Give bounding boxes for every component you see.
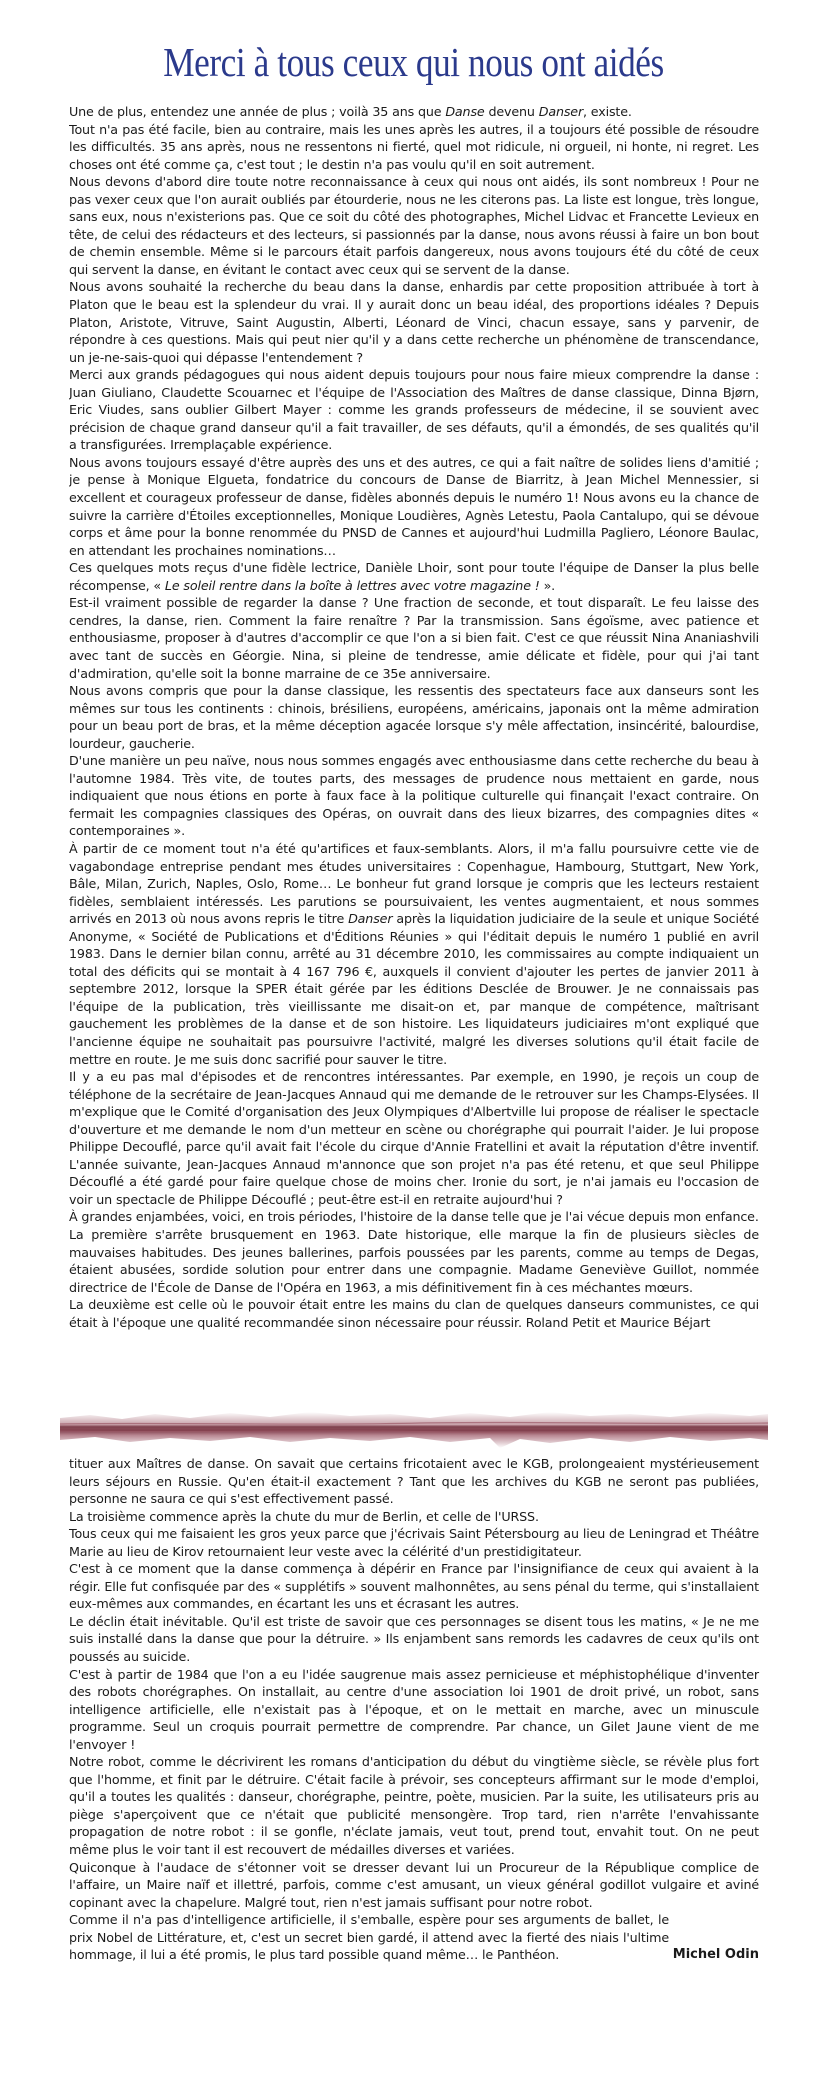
italic-text: Danser <box>538 104 584 119</box>
italic-text: Le soleil rentre dans la boîte à lettres avec votre magazine ! <box>164 577 540 593</box>
text-run: Nous avons toujours essayé d'être auprès des uns et des autres, ce qui a fait naître de solides liens d'amitié ; je pense à Monique Elgueta, fondatrice du concours de Danse de Biarritz, à Jean Michel Mennessier, si excellent et courageux professeur de danse, fidèles abonnés depuis le numéro 1! Nous avons eu la chance de suivre la carrière d'Étoiles exceptionnelles, Monique Loudières, Agnès Letestu, Paola Cantalupo, qui se dévoue corps et âme pour la bonne renommée du PNSD de Cannes et aujourd'hui Ludmilla Pagliero, Léonore Baulac, en attendant les prochaines nominations… <box>69 454 759 558</box>
text-run: C'est à partir de 1984 que l'on a eu l'idée saugrenue mais assez pernicieuse et méphistophélique d'inventer des robots chorégraphes. On installait, au centre d'une association loi 1901 de droit privé, un robot, sans intelligence artificielle, elle n'existait pas à l'époque, et on le mettait en marche, avec un minuscule programme. Seul un croquis pourrait permettre de comprendre. Par chance, un Gilet Jaune vient de me l'envoyer ! <box>69 1666 759 1752</box>
text-run: Une de plus, entendez une année de plus ; voilà 35 ans que <box>69 104 446 119</box>
author-signature: Michel Odin <box>672 1947 759 1963</box>
paragraph <box>69 1560 759 1613</box>
paragraph <box>69 752 759 840</box>
text-run: Notre robot, comme le décrivirent les romans d'anticipation du début du vingtième siècle, se révèle plus fort que l'homme, et finit par le détruire. C'était facile à prévoir, ses concepteurs affirmant sur le mode d'emploi, qu'il a toutes les qualités : danseur, chorégraphe, peintre, poète, musicien. Par la suite, les utilisateurs pris au piège s'aperçoivent que ce n'était que publicité mensongère. Trop tard, rien n'arrête l'envahissante propagation de notre robot : il se gonfle, n'éclate jamais, veut tout, prend tout, envahit tout. On ne peut même plus le voir tant il est recouvert de médailles diverses et variées. <box>69 1754 759 1858</box>
paragraph <box>69 1859 759 1912</box>
text-run: , existe. <box>583 104 632 119</box>
italic-text: Danse <box>445 104 485 119</box>
text-run: Le déclin était inévitable. Qu'il est triste de savoir que ces personnages se disent tous les matins, « Je ne me suis installé dans la danse que pour la détruire. » Ils enjambent sans remords les cadavres de ceux qu'ils ont poussés au suicide. <box>69 1613 759 1665</box>
text-run: Tout n'a pas été facile, bien au contraire, mais les unes après les autres, il a toujours été possible de résoudre les difficultés. 35 ans après, nous ne ressentons ni fierté, quel mot ridicule, ni orgueil, ni honte, ni regret. Les choses ont été comme ça, c'est tout ; le destin n'a pas voulu qu'il en soit autrement. <box>69 121 759 172</box>
paragraph <box>69 173 759 278</box>
text-run: Comme il n'a pas d'intelligence artificielle, il s'emballe, espère pour ses arguments de ballet, le prix Nobel de Littérature, et, c'est un secret bien gardé, il attend avec la fierté des niais l'ultime hommage, il lui a été promis, le plus tard possible quand même… le Panthéon. <box>69 1912 669 1963</box>
paragraph <box>69 1068 759 1208</box>
text-run: après la liquidation judiciaire de la seule et unique Société Anonyme, « Société de Publications et d'Éditions Réunies » qui l'éditait depuis le numéro 1 publié en avril 1983. Dans le dernier bilan connu, arrêté au 31 décembre 2010, les commissaires au compte indiquaient un total des déficits qui se montait à 4 167 796 €, auxquels il convient d'ajouter les pertes de janvier 2011 à septembre 2012, lorsque la SPER était gérée par les éditions Desclée de Brouwer. Je ne connaissais pas l'équipe de la publication, très vieillissante me disait-on et, par manque de compétence, maîtrisant gauchement les problèmes de la danse et de son histoire. Les liquidateurs judiciaires m'ont expliqué que l'ancienne équipe ne souhaitait pas poursuivre l'activité, malgré les diverses solutions qu'il était facile de mettre en route. Je me suis donc sacrifié pour sauver le titre. <box>69 911 759 1067</box>
text-run: À partir de ce moment tout n'a été qu'artifices et faux-semblants. Alors, il m'a fallu poursuivre cette vie de vagabondage entreprise pendant mes études universitaires : Copenhague, Hambourg, Stuttgart, New York, Bâle, Milan, Zurich, Naples, Oslo, Rome… Le bonheur fut grand lorsque je compris que les lecteurs restaient fidèles, semblaient intéressés. Les parutions se poursuivaient, les ventes augmentaient, et nous sommes arrivés en 2013 où nous avons repris le titre <box>69 840 759 927</box>
article-body-bottom <box>69 1455 759 1964</box>
text-run: D'une manière un peu naïve, nous nous sommes engagés avec enthousiasme dans cette recherche du beau à l'automne 1984. Très vite, de toutes parts, des messages de prudence nous mettaient en garde, nous indiquaient que nous étions en porte à faux face à la politique culturelle qui finançait l'exact contraire. On fermait les compagnies classiques des Opéras, on ouvrait dans des lieux bizarres, des compagnies dites « contemporaines ». <box>69 753 759 839</box>
paragraph <box>69 121 759 174</box>
text-run: Nous devons d'abord dire toute notre reconnaissance à ceux qui nous ont aidés, ils sont nombreux ! Pour ne pas vexer ceux que l'on aurait oubliés par étourderie, nous ne les citerons pas. La liste est longue, très longue, sans eux, nous n'existerions pas. Que ce soit du côté des photographes, Michel Lidvac et Francette Levieux en tête, de celui des rédacteurs et des lecteurs, si passionnés par la danse, nous avons réussi à faire un bon bout de chemin ensemble. Même si le parcours était parfois dangereux, nous avons toujours été du côté de ceux qui servent la danse, en évitant le contact avec ceux qui se servent de la danse. <box>69 174 759 277</box>
article-body-top <box>69 103 759 1393</box>
article-title: Merci à tous ceux qui nous ont aidés <box>163 39 664 85</box>
text-run: La deuxième est celle où le pouvoir était entre les mains du clan de quelques danseurs communistes, ce qui était à l'époque une qualité recommandée sinon nécessaire pour réussir. Roland Petit et Maurice Béjart <box>69 1297 759 1330</box>
paragraph <box>69 1455 759 1508</box>
paragraph <box>69 366 759 454</box>
paragraph <box>69 1208 759 1226</box>
text-run: tituer aux Maîtres de danse. On savait que certains fricotaient avec le KGB, prolongeaient mystérieusement leurs séjours en Russie. Qu'en était-il exactement ? Tant que les archives du KGB ne seront pas publiées, personne ne saura ce qui s'est effectivement passé. <box>69 1456 759 1507</box>
text-run: devenu <box>484 104 539 119</box>
paragraph <box>69 1508 759 1526</box>
paragraph <box>69 1613 759 1666</box>
paragraph <box>69 840 759 1068</box>
paragraph <box>69 1666 759 1754</box>
italic-text: Danser <box>348 911 393 927</box>
text-run: Il y a eu pas mal d'épisodes et de rencontres intéressantes. Par exemple, en 1990, je reçois un coup de téléphone de la secrétaire de Jean-Jacques Annaud qui me demande de le retrouver sur les Champs-Elysées. Il m'explique que le Comité d'organisation des Jeux Olympiques d'Albertville lui propose de réaliser le spectacle d'ouverture et me demande le nom d'un metteur en scène ou chorégraphe qui pourrait l'aider. Je lui propose Philippe Decouflé, parce qu'il avait fait l'école du cirque d'Annie Fratellini et avait la réputation d'être inventif. L'année suivante, Jean-Jacques Annaud m'annonce que son projet n'a pas été retenu, et que seul Philippe Découflé a été gardé pour faire quelque chose de moins cher. Ironie du sort, je n'ai jamais eu l'occasion de voir un spectacle de Philippe Découflé ; peut-être est-il en retraite aujourd'hui ? <box>69 1069 759 1207</box>
paragraph <box>69 1226 759 1296</box>
text-run: Nous avons compris que pour la danse classique, les ressentis des spectateurs face aux danseurs sont les mêmes sur tous les continents : chinois, brésiliens, européens, américains, japonais ont la même admiration pour un beau port de bras, et la même déception agacée lorsque s'y mêle affectation, insincérité, balourdise, lourdeur, gaucherie. <box>69 683 759 751</box>
text-run: Merci aux grands pédagogues qui nous aident depuis toujours pour nous faire mieux comprendre la danse : Juan Giuliano, Claudette Scouarnec et l'équipe de l'Association des Maîtres de danse classique, Dinna Bjørn, Eric Viudes, sans oublier Gilbert Mayer : comme les grands professeurs de médecine, il se souvient avec précision de chaque grand danseur qu'il a fait travailler, de ses défauts, qu'il a émondés, de ses qualités qu'il a transfigurées. Irremplaçable expérience. <box>69 367 759 453</box>
paragraph <box>69 454 759 559</box>
paragraph <box>69 559 759 594</box>
text-run: Nous avons souhaité la recherche du beau dans la danse, enhardis par cette proposition attribuée à tort à Platon que le beau est la splendeur du vrai. Il y aurait donc un beau idéal, des proportions idéales ? Depuis Platon, Aristote, Vitruve, Saint Augustin, Alberti, Léonard de Vinci, chacun essaye, sans y parvenir, de répondre à ces questions. Mais qui peut nier qu'il y a dans cette recherche un phénomène de transcendance, un je-ne-sais-quoi qui dépasse l'entendement ? <box>69 279 759 365</box>
paragraph <box>69 278 759 366</box>
paragraph <box>69 682 759 752</box>
torn-paper-divider <box>60 1400 768 1454</box>
text-run: La première s'arrête brusquement en 1963. Date historique, elle marque la fin de plusieurs siècles de mauvaises habitudes. Des jeunes ballerines, parfois poussées par les parents, comme au temps de Degas, étaient abusées, sordide solution pour entrer dans une compagnie. Madame Geneviève Guillot, nommée directrice de l'École de Danse de l'Opéra en 1963, a mis définitivement fin à ces méchantes mœurs. <box>69 1227 759 1295</box>
text-run: ». <box>539 577 556 593</box>
text-run: À grandes enjambées, voici, en trois périodes, l'histoire de la danse telle que je l'ai vécue depuis mon enfance. <box>69 1209 759 1225</box>
paragraph <box>69 1296 759 1331</box>
text-run: C'est à ce moment que la danse commença à dépérir en France par l'insignifiance de ceux qui avaient à la régir. Elle fut confisquée par des « supplétifs » souvent malhonnêtes, au sens pénal du terme, qui s'installaient eux-mêmes aux commandes, en écartant les uns et écrasant les autres. <box>69 1561 759 1612</box>
paragraph <box>69 594 759 682</box>
text-run: La troisième commence après la chute du mur de Berlin, et celle de l'URSS. <box>69 1508 539 1524</box>
text-run: Tous ceux qui me faisaient les gros yeux parce que j'écrivais Saint Pétersbourg au lieu de Leningrad et Théâtre Marie au lieu de Kirov retournaient leur veste avec la célérité d'un prestidigitateur. <box>69 1526 759 1559</box>
paragraph <box>69 103 759 121</box>
paragraph <box>69 1911 759 1964</box>
text-run: Quiconque à l'audace de s'étonner voit se dresser devant lui un Procureur de la République complice de l'affaire, un Maire naïf et illettré, parfois, comme c'est amusant, un vieux général godillot vulgaire et aviné copinant avec la chapelure. Malgré tout, rien n'est jamais suffisant pour notre robot. <box>69 1859 759 1910</box>
text-run: Est-il vraiment possible de regarder la danse ? Une fraction de seconde, et tout disparaît. Le feu laisse des cendres, la danse, rien. Comment la faire renaître ? Par la transmission. Sans égoïsme, avec patience et enthousiasme, proposer à d'autres d'accomplir ce que l'on a si bien fait. C'est ce que réussit Nina Ananiashvili avec tant de succès en Géorgie. Nina, si pleine de tendresse, amie délicate et fidèle, pour qui j'ai tant d'admiration, qu'elle soit la bonne marraine de ce 35e anniversaire. <box>69 595 759 681</box>
text-run: Ces quelques mots reçus d'une fidèle lectrice, Danièle Lhoir, sont pour toute l'équipe de Danser la plus belle récompense, « <box>69 560 759 593</box>
paragraph <box>69 1525 759 1560</box>
paragraph <box>69 1753 759 1858</box>
